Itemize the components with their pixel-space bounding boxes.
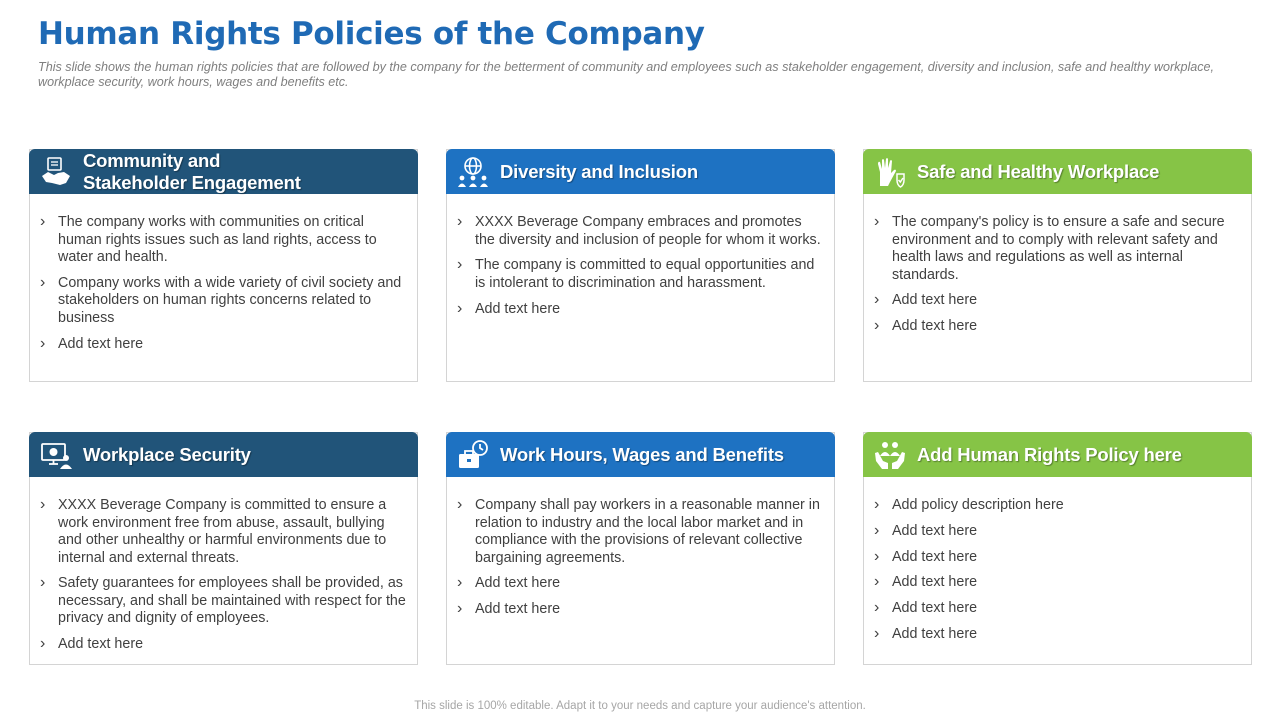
card-header (446, 149, 835, 194)
card-title: Diversity and Inclusion (500, 160, 698, 182)
list-item: › Add text here (874, 549, 1240, 567)
card-header (863, 432, 1252, 477)
card-title: Workplace Security (83, 443, 251, 465)
list-item: › Safety guarantees for employees shall be provided, as necessary, and shall be maintained with respect for the privacy and dignity of employees. (40, 575, 406, 628)
list-item: › XXXX Beverage Company is committed to ensure a work environment free from abuse, assault, bullying and other unhealthy or harmful environments due to internal and external threats. (40, 497, 406, 567)
card-community-engagement (29, 149, 418, 382)
card-header (29, 149, 418, 194)
list-item: › Add text here (874, 523, 1240, 541)
globe-people-icon (456, 155, 490, 189)
card-diversity-inclusion (446, 149, 835, 382)
card-header (29, 432, 418, 477)
list-item: › Add text here (874, 574, 1240, 592)
list-item: › Company shall pay workers in a reasonable manner in relation to industry and the local labor market and in compliance with the provisions of relevant collective bargaining agreements. (457, 497, 823, 567)
card-safe-workplace (863, 149, 1252, 382)
bullet-list (874, 214, 1240, 344)
list-item: › Add text here (874, 600, 1240, 618)
list-item: › XXXX Beverage Company embraces and promotes the diversity and inclusion of people for whom it works. (457, 214, 823, 249)
list-item: › Add text here (40, 336, 406, 354)
slide-footer: This slide is 100% editable. Adapt it to your needs and capture your audience's attention. (414, 700, 866, 712)
card-title: Community and Stakeholder Engagement (83, 149, 301, 193)
briefcase-clock-icon (456, 438, 490, 472)
hand-shield-icon (873, 155, 907, 189)
list-item: › Add text here (874, 626, 1240, 644)
slide-subtitle: This slide shows the human rights policies that are followed by the company for the betterment of community and employees such as stakeholder engagement, diversity and inclusion, safe and healthy workplace, workplace security, work hours, wages and benefits etc. (38, 60, 1215, 89)
card-add-policy (863, 432, 1252, 665)
card-workplace-security (29, 432, 418, 665)
list-item: › Add text here (874, 292, 1240, 310)
card-title: Add Human Rights Policy here (917, 443, 1182, 465)
bullet-list (40, 497, 406, 662)
card-title: Work Hours, Wages and Benefits (500, 443, 784, 465)
list-item: › Add policy description here (874, 497, 1240, 515)
bullet-list (457, 214, 823, 326)
bullet-list (40, 214, 406, 361)
list-item: › Add text here (457, 575, 823, 593)
computer-security-icon (39, 438, 73, 472)
list-item: › Add text here (457, 301, 823, 319)
list-item: › Add text here (457, 601, 823, 619)
bullet-list (457, 497, 823, 627)
list-item: › The company works with communities on critical human rights issues such as land rights, access to water and health. (40, 214, 406, 267)
card-header (446, 432, 835, 477)
handshake-icon (39, 155, 73, 189)
list-item: › The company's policy is to ensure a safe and secure environment and to comply with relevant safety and health laws and regulations as well as internal standards. (874, 214, 1240, 284)
bullet-list (874, 497, 1240, 652)
list-item: › Add text here (40, 636, 406, 654)
card-work-hours-wages (446, 432, 835, 665)
card-title: Safe and Healthy Workplace (917, 160, 1160, 182)
list-item: › The company is committed to equal opportunities and is intolerant to discrimination and harassment. (457, 257, 823, 292)
slide-title: Human Rights Policies of the Company (38, 16, 705, 52)
card-header (863, 149, 1252, 194)
hands-people-icon (873, 438, 907, 472)
list-item: › Add text here (874, 318, 1240, 336)
list-item: › Company works with a wide variety of civil society and stakeholders on human rights concerns related to business (40, 275, 406, 328)
